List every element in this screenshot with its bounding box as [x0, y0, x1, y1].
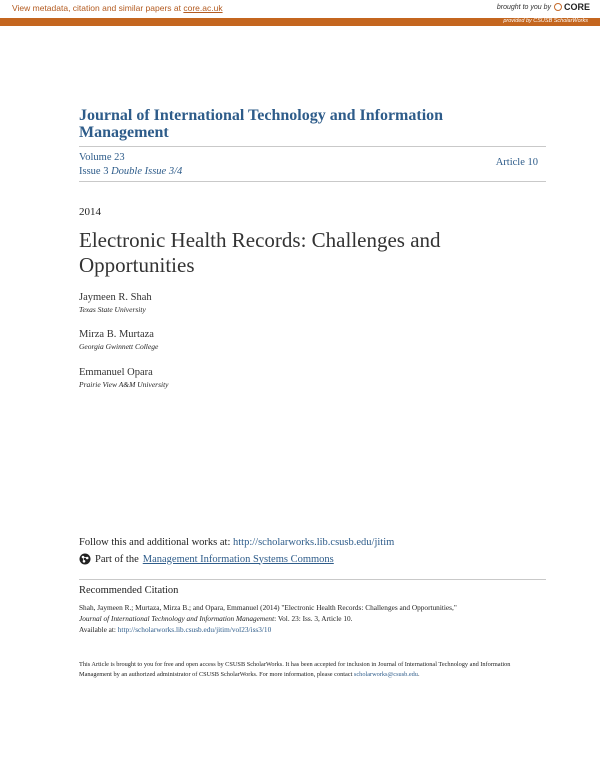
core-metadata-text: View metadata, citation and similar papers at	[12, 3, 181, 13]
recommended-citation-heading: Recommended Citation	[79, 585, 179, 596]
divider	[79, 146, 546, 147]
citation-journal: Journal of International Technology and Information Management	[79, 614, 275, 623]
author-entry	[79, 291, 152, 315]
commons-link[interactable]: Management Information Systems Commons	[142, 553, 334, 565]
follow-line	[79, 537, 394, 548]
issue-label: Issue 3	[79, 166, 109, 177]
part-of-line	[79, 553, 334, 565]
provider-strip	[0, 18, 600, 26]
citation-url-link[interactable]: http://scholarworks.lib.csusb.edu/jitim/vol23/iss3/10	[117, 625, 272, 634]
core-banner	[0, 0, 600, 18]
divider	[79, 181, 546, 182]
author-entry	[79, 366, 169, 390]
article-title: Electronic Health Records: Challenges and Opportunities	[79, 228, 441, 277]
available-label: Available at:	[79, 625, 116, 634]
core-link[interactable]: core.ac.uk	[183, 3, 223, 13]
author-name: Jaymeen R. Shah	[79, 292, 152, 303]
contact-email-link[interactable]: scholarworks@csusb.edu	[353, 671, 418, 678]
core-logo-icon	[554, 3, 562, 11]
follow-text: Follow this and additional works at:	[79, 537, 231, 548]
core-logo-text: CORE	[563, 2, 590, 12]
article-number[interactable]: Article 10	[495, 157, 538, 168]
volume-link[interactable]: Volume 23	[79, 152, 125, 163]
footer-text: This Article is brought to you for free and open access by CSUSB ScholarWorks. It has been accepted for inclusion in Journal of International Technology and Information Management by an authorized administrator of CSUSB ScholarWorks. For more information, please contact	[79, 661, 511, 678]
footer-notice	[79, 660, 529, 680]
volume-issue-block	[79, 151, 182, 179]
divider	[79, 579, 546, 580]
core-metadata-line	[12, 3, 223, 13]
publication-year: 2014	[79, 206, 101, 218]
issue-extra: Double Issue 3/4	[111, 166, 183, 177]
follow-link[interactable]: http://scholarworks.lib.csusb.edu/jitim	[233, 537, 395, 548]
footer-end: .	[417, 671, 420, 678]
core-brought-by	[497, 2, 590, 12]
provided-by-text: provided by CSUSB ScholarWorks	[503, 18, 588, 24]
citation-volume: : Vol. 23: Iss. 3, Article 10.	[274, 614, 353, 623]
author-affiliation: Prairie View A&M University	[79, 380, 169, 389]
author-name: Emmanuel Opara	[79, 367, 153, 378]
journal-title[interactable]: Journal of International Technology and Information Management	[79, 107, 444, 141]
author-entry	[79, 328, 158, 352]
author-affiliation: Georgia Gwinnett College	[79, 342, 159, 351]
author-affiliation: Texas State University	[79, 305, 146, 314]
brought-by-text: brought to you by	[496, 3, 551, 11]
issue-line[interactable]	[79, 165, 182, 179]
network-icon	[79, 553, 91, 565]
citation-block	[79, 602, 549, 635]
author-name: Mirza B. Murtaza	[79, 329, 154, 340]
core-logo[interactable]	[554, 2, 590, 12]
part-of-text: Part of the	[95, 553, 139, 565]
citation-authors-title: Shah, Jaymeen R.; Murtaza, Mirza B.; and Opara, Emmanuel (2014) "Electronic Health Records: Challenges and Opportunities,"	[79, 603, 457, 612]
